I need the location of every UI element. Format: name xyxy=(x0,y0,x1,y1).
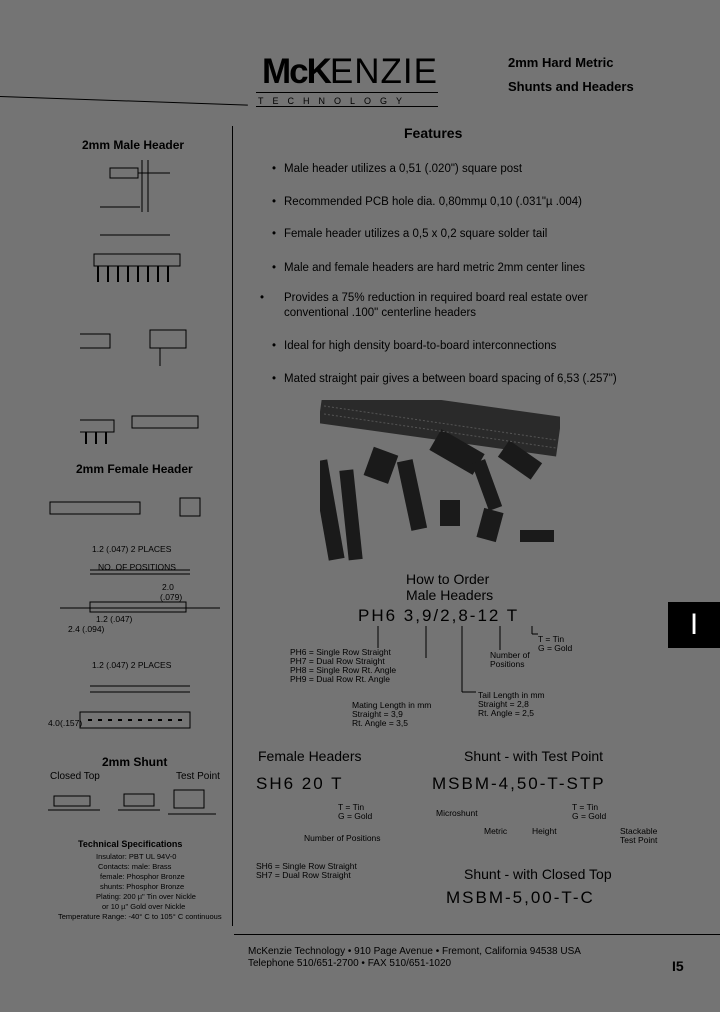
shunt-microshunt: Microshunt xyxy=(436,808,478,818)
shunt-ct-title: Shunt - with Closed Top xyxy=(464,866,612,882)
female-positions: Number of Positions xyxy=(304,833,381,843)
spec-line-3: female: Phosphor Bronze xyxy=(100,872,185,881)
dim-3: 2.0 xyxy=(162,582,174,592)
female-type-1: SH6 = Single Row Straight xyxy=(256,861,357,871)
dim-4: (.079) xyxy=(160,592,183,602)
shunt-height: Height xyxy=(532,826,557,836)
mating-length-2: Straight = 3,9 xyxy=(352,709,403,719)
dim-5: 1.2 (.047) xyxy=(96,614,133,624)
male-plating-gold: G = Gold xyxy=(538,643,573,653)
closed-top-label: Closed Top xyxy=(50,771,100,782)
male-positions-1: Number of xyxy=(490,650,530,660)
male-type-3: PH8 = Single Row Rt. Angle xyxy=(290,665,397,675)
logo-rule-bottom xyxy=(256,106,438,107)
logo-subtitle: TECHNOLOGY xyxy=(258,96,412,106)
shunt-stackable-2: Test Point xyxy=(620,835,658,845)
male-header-title: 2mm Male Header xyxy=(82,138,185,152)
feature-text-6: Ideal for high density board-to-board interconnections xyxy=(284,340,557,352)
shunt-tp-title: Shunt - with Test Point xyxy=(464,748,604,764)
dim-8: 4.0 xyxy=(48,718,60,728)
shunt-ct-code: MSBM-5,00-T-C xyxy=(446,888,595,907)
female-order-code: SH6 20 T xyxy=(256,774,344,793)
female-type-2: SH7 = Dual Row Straight xyxy=(256,870,351,880)
logo-rule xyxy=(256,92,438,93)
spec-line-5: Plating: 200 µ" Tin over Nickle xyxy=(96,892,196,901)
feature-item-5: • Provides a 75% reduction in required board real estate over conventional .100" centerline headers xyxy=(260,292,588,319)
top-divider xyxy=(0,96,248,106)
header-line-2: Shunts and Headers xyxy=(508,79,634,94)
footer-address: McKenzie Technology • 910 Page Avenue • Fremont, California 94538 USA xyxy=(248,946,581,957)
shunt-stackable-1: Stackable xyxy=(620,826,658,836)
male-type-1: PH6 = Single Row Straight xyxy=(290,647,391,657)
male-type-2: PH7 = Dual Row Straight xyxy=(290,656,385,666)
spec-line-1: Insulator: PBT UL 94V-0 xyxy=(96,852,177,861)
feature-text-1: Male header utilizes a 0,51 (.020") square post xyxy=(284,163,523,175)
feature-item-1: • Male header utilizes a 0,51 (.020") square post xyxy=(272,163,523,175)
column-divider xyxy=(232,126,233,926)
male-plating-tin: T = Tin xyxy=(538,634,565,644)
feature-item-6: • Ideal for high density board-to-board interconnections xyxy=(272,340,557,352)
feature-text-2: Recommended PCB hole dia. 0,80mmµ 0,10 (.031"µ .004) xyxy=(284,196,582,208)
footer-rule xyxy=(234,934,720,935)
logo-light-text: ENZIE xyxy=(329,52,438,91)
female-plating-tin: T = Tin xyxy=(338,802,365,812)
dim-9: (.157) xyxy=(60,718,83,728)
shunt-title: 2mm Shunt xyxy=(102,755,168,769)
feature-item-4: • Male and female headers are hard metric 2mm center lines xyxy=(272,262,586,274)
specs-title: Technical Specifications xyxy=(78,839,183,849)
order-title-1: How to Order xyxy=(406,571,490,587)
spec-line-6: or 10 µ" Gold over Nickle xyxy=(102,902,186,911)
shunt-tp-code: MSBM-4,50-T-STP xyxy=(432,774,606,793)
shunt-plating-tin: T = Tin xyxy=(572,802,599,812)
shunt-drawings xyxy=(40,784,230,830)
tail-length-2: Straight = 2,8 xyxy=(478,699,529,709)
footer-phone: Telephone 510/651-2700 • FAX 510/651-1020 xyxy=(248,958,452,969)
mating-length-1: Mating Length in mm xyxy=(352,700,432,710)
product-photo xyxy=(320,400,560,565)
features-title: Features xyxy=(404,125,463,141)
spec-line-4: shunts: Phosphor Bronze xyxy=(100,882,185,891)
order-leader-lines xyxy=(370,626,550,706)
tail-length-3: Rt. Angle = 2,5 xyxy=(478,708,534,718)
logo-bold-text: McK xyxy=(262,52,330,91)
feature-text-4: Male and female headers are hard metric 2mm center lines xyxy=(284,262,586,274)
feature-text-7: Mated straight pair gives a between board spacing of 6,53 (.257") xyxy=(284,373,617,385)
female-header-title: 2mm Female Header xyxy=(76,462,193,476)
feature-item-3: • Female header utilizes a 0,5 x 0,2 square solder tail xyxy=(272,228,548,240)
section-tab: I xyxy=(668,602,720,648)
male-positions-2: Positions xyxy=(490,659,525,669)
page-number: I5 xyxy=(672,958,684,974)
male-order-code: PH6 3,9/2,8-12 T xyxy=(358,606,520,625)
tail-length-1: Tail Length in mm xyxy=(478,690,545,700)
mating-length-3: Rt. Angle = 3,5 xyxy=(352,718,408,728)
dim-1: 1.2 (.047) 2 PLACES xyxy=(92,544,172,554)
feature-text-5: Provides a 75% reduction in required board real estate over conventional .100" centerline headers xyxy=(284,292,588,319)
order-title-2: Male Headers xyxy=(406,587,494,603)
spec-line-2: Contacts: male: Brass xyxy=(98,862,172,871)
dim-6: 2.4 (.094) xyxy=(68,624,105,634)
feature-item-2: • Recommended PCB hole dia. 0,80mmµ 0,10 (.031"µ .004) xyxy=(272,196,582,208)
female-headers-title: Female Headers xyxy=(258,748,362,764)
dim-2: NO. OF POSITIONS xyxy=(98,562,176,572)
male-header-drawings xyxy=(80,152,230,462)
female-plating-gold: G = Gold xyxy=(338,811,373,821)
spec-line-7: Temperature Range: -40° C to 105° C continuous xyxy=(58,912,222,921)
male-type-4: PH9 = Dual Row Rt. Angle xyxy=(290,674,390,684)
feature-item-7: • Mated straight pair gives a between board spacing of 6,53 (.257") xyxy=(272,373,617,385)
company-logo xyxy=(262,54,438,89)
shunt-plating-gold: G = Gold xyxy=(572,811,607,821)
test-point-label: Test Point xyxy=(176,771,220,782)
female-header-drawings xyxy=(40,478,220,748)
dim-7: 1.2 (.047) 2 PLACES xyxy=(92,660,172,670)
shunt-metric: Metric xyxy=(484,826,508,836)
feature-text-3: Female header utilizes a 0,5 x 0,2 square solder tail xyxy=(284,228,548,240)
header-line-1: 2mm Hard Metric xyxy=(508,55,614,70)
